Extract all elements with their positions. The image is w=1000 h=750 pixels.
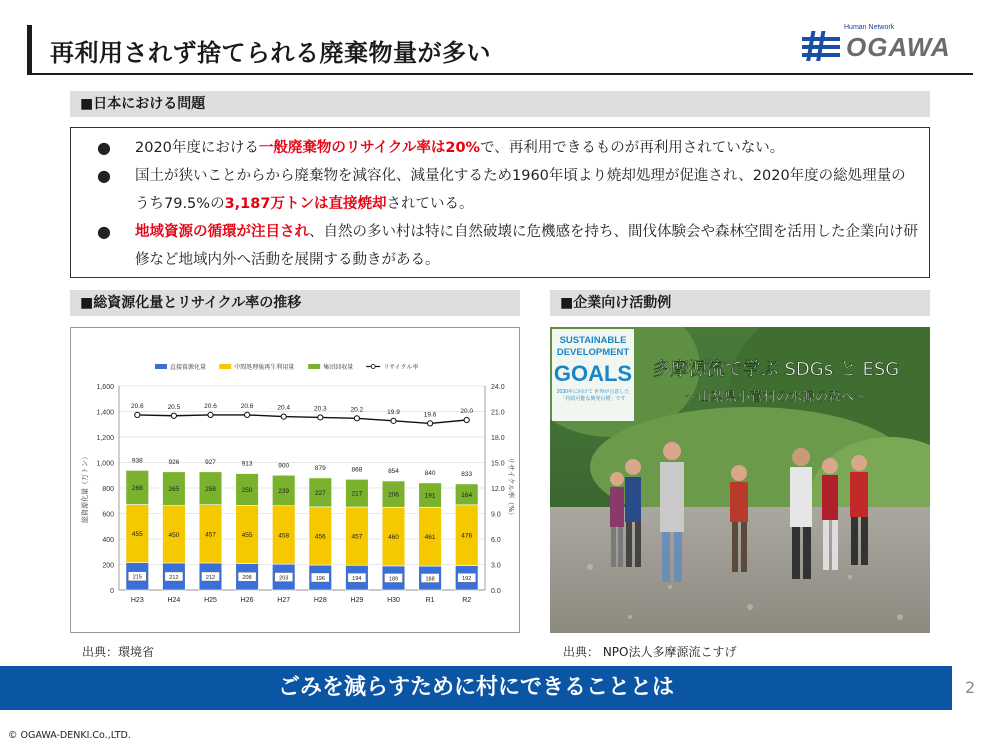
x-tick-label: H29 xyxy=(350,597,364,604)
y2-tick-label: 12.0 xyxy=(491,486,505,493)
recycle-rate-label: 20.0 xyxy=(460,408,474,415)
bullet-highlight: 一般廃棄物のリサイクル率は20% xyxy=(258,140,481,156)
data-label: 206 xyxy=(388,491,399,499)
title-divider xyxy=(27,73,973,75)
y-tick-label: 1,000 xyxy=(96,460,114,468)
total-label: 868 xyxy=(351,466,363,474)
y2-tick-label: 9.0 xyxy=(491,511,501,519)
section-heading-chart: ■総資源化量とリサイクル率の推移 xyxy=(70,290,520,316)
data-label: 215 xyxy=(132,574,142,581)
x-tick-label: H23 xyxy=(130,597,144,604)
sdg-goals: GOALS xyxy=(553,361,633,386)
bullet-dot-icon: ● xyxy=(97,166,111,185)
data-label: 458 xyxy=(278,532,290,540)
page-number: 2 xyxy=(965,678,976,697)
recycle-rate-point xyxy=(464,417,469,422)
data-label: 194 xyxy=(352,575,362,582)
y-tick-label: 1,400 xyxy=(96,409,114,417)
data-label: 456 xyxy=(314,533,326,541)
recycle-rate-label: 20.6 xyxy=(130,402,144,410)
y-tick-label: 600 xyxy=(102,511,114,519)
data-label: 196 xyxy=(315,575,325,582)
recycle-rate-label: 20.3 xyxy=(313,405,327,413)
data-label: 192 xyxy=(462,576,472,583)
y-tick-label: 200 xyxy=(102,562,114,570)
y-tick-label: 1,200 xyxy=(96,435,114,442)
data-label: 457 xyxy=(351,533,363,541)
total-label: 913 xyxy=(241,460,253,468)
data-label: 217 xyxy=(351,490,363,498)
total-label: 938 xyxy=(131,457,143,465)
legend-label: 集団回収量 xyxy=(323,364,354,371)
recycle-rate-line xyxy=(137,415,466,424)
data-label: 455 xyxy=(241,531,253,539)
total-label: 927 xyxy=(205,458,216,466)
total-label: 926 xyxy=(168,458,180,466)
recycle-rate-label: 20.4 xyxy=(277,404,291,412)
recycle-rate-point xyxy=(428,421,433,426)
list-item xyxy=(97,134,919,162)
recycle-rate-label: 20.6 xyxy=(240,402,254,410)
logo-tagline: Human Network xyxy=(844,24,895,31)
recycle-rate-point xyxy=(135,412,140,417)
recycling-chart xyxy=(71,328,519,632)
x-tick-label: H28 xyxy=(313,597,327,604)
logo-wordmark: OGAWA xyxy=(846,32,951,62)
bullet-text: 国土が狭いことからから廃棄物を減容化、減量化するため1960年頃より焼却処理が促進され、2020年度の総処理量のうち79.5%の xyxy=(135,168,906,212)
total-label: 900 xyxy=(278,462,290,470)
bullet-dot-icon: ● xyxy=(97,222,111,241)
y2-tick-label: 6.0 xyxy=(491,537,501,544)
y-tick-label: 1,600 xyxy=(96,384,114,391)
legend-label: 直接資源化量 xyxy=(170,364,207,371)
chart-source: 出典：環境省 xyxy=(82,645,155,659)
recycle-rate-point xyxy=(281,414,286,419)
logo-mark-icon xyxy=(800,28,844,68)
recycle-rate-label: 19.9 xyxy=(387,408,400,416)
data-label: 188 xyxy=(425,576,435,583)
copyright: © OGAWA-DENKI.Co.,LTD. xyxy=(8,730,131,741)
data-label: 212 xyxy=(169,574,179,581)
problem-list xyxy=(70,127,930,278)
x-tick-label: H25 xyxy=(204,597,217,604)
photo-headline: 多摩源流で学ぶ SDGs と ESG xyxy=(652,359,900,380)
sdg-line-2: DEVELOPMENT xyxy=(556,347,630,358)
total-label: 833 xyxy=(461,470,473,478)
recycle-rate-point xyxy=(208,412,213,417)
recycle-rate-point xyxy=(171,413,176,418)
bullet-text: されている。 xyxy=(386,196,474,212)
y2-tick-label: 0.0 xyxy=(491,588,501,595)
data-label: 457 xyxy=(205,531,216,539)
data-label: 203 xyxy=(279,575,289,582)
data-label: 191 xyxy=(424,492,436,500)
data-label: 460 xyxy=(388,534,399,542)
y-axis-label: 総資源化量（万トン） xyxy=(81,453,89,523)
data-label: 258 xyxy=(205,485,216,493)
photo-subline: 〜山梨県小菅村の水源の森へ〜 xyxy=(684,390,868,405)
y2-tick-label: 21.0 xyxy=(491,409,505,417)
recycling-chart-panel xyxy=(70,327,520,633)
legend-label: 中間処理後再生利用量 xyxy=(234,364,295,371)
recycle-rate-point xyxy=(318,415,323,420)
y-tick-label: 800 xyxy=(102,486,114,493)
recycle-rate-point xyxy=(391,418,396,423)
data-label: 212 xyxy=(205,574,216,581)
recycle-rate-label: 19.6 xyxy=(423,411,437,419)
bullet-text: 2020年度における xyxy=(135,140,259,156)
legend-swatch xyxy=(219,364,231,369)
forest-activity-image xyxy=(550,327,930,633)
recycle-rate-label: 20.6 xyxy=(204,402,217,410)
bullet-dot-icon: ● xyxy=(97,138,111,157)
data-label: 250 xyxy=(241,487,253,495)
recycle-rate-point xyxy=(245,412,250,417)
x-tick-label: H26 xyxy=(240,597,254,604)
photo-source: 出典： NPO法人多摩源流こすげ xyxy=(563,645,737,659)
x-tick-label: H30 xyxy=(387,597,400,604)
legend-swatch xyxy=(308,364,320,369)
sdg-line-1: SUSTAINABLE xyxy=(559,335,627,346)
y2-tick-label: 3.0 xyxy=(491,562,501,570)
data-label: 239 xyxy=(278,487,290,495)
list-item xyxy=(97,218,919,274)
bullet-text: で、再利用できるものが再利用されていない。 xyxy=(480,140,785,156)
y-tick-label: 400 xyxy=(102,537,114,544)
ogawa-logo xyxy=(800,22,975,70)
x-tick-label: H27 xyxy=(277,597,291,604)
total-label: 854 xyxy=(388,468,399,476)
x-tick-label: H24 xyxy=(167,597,181,604)
x-tick-label: R2 xyxy=(462,597,472,604)
sdg-note: 2030年に向けて 世界が合意した「持続可能な開発目標」です xyxy=(556,389,630,402)
y2-tick-label: 15.0 xyxy=(491,460,505,468)
y2-tick-label: 18.0 xyxy=(491,435,505,442)
recycle-rate-label: 20.5 xyxy=(167,403,181,411)
recycle-rate-point xyxy=(354,416,359,421)
data-label: 164 xyxy=(461,491,473,499)
bullet-text: 、自然の多い村は特に自然破壊に危機感を持ち、間伐体験会や森林空間を活用した企業向け研修など地域内外へ活動を展開する動きがある。 xyxy=(135,224,918,268)
total-label: 879 xyxy=(314,464,326,472)
data-label: 189 xyxy=(388,576,399,583)
bullet-highlight: 地域資源の循環が注目され xyxy=(135,224,309,240)
data-label: 227 xyxy=(314,489,326,497)
activity-photo xyxy=(550,327,930,633)
legend-swatch xyxy=(155,364,167,369)
bullet-highlight: 3,187万トンは直接焼却 xyxy=(224,196,387,212)
title-accent-bar xyxy=(27,25,32,73)
list-item xyxy=(97,162,919,218)
recycle-rate-label: 20.2 xyxy=(350,406,364,414)
y2-tick-label: 24.0 xyxy=(491,384,505,391)
data-label: 461 xyxy=(424,534,436,542)
banner-text: ごみを減らすために村にできることとは xyxy=(277,675,674,700)
y-tick-label: 0 xyxy=(110,588,114,595)
data-label: 476 xyxy=(461,532,473,540)
y2-axis-label: リサイクル率（%） xyxy=(507,457,515,519)
legend-label: リサイクル率 xyxy=(383,364,419,371)
page-title: 再利用されず捨てられる廃棄物量が多い xyxy=(50,39,491,67)
data-label: 450 xyxy=(168,531,180,539)
data-label: 208 xyxy=(242,575,252,582)
x-tick-label: R1 xyxy=(425,597,435,604)
section-heading-activity: ■企業向け活動例 xyxy=(550,290,930,316)
legend-line-marker xyxy=(371,365,375,369)
total-label: 840 xyxy=(424,469,436,477)
data-label: 265 xyxy=(168,486,180,494)
data-label: 455 xyxy=(131,531,143,539)
section-heading-problems: ■日本における問題 xyxy=(70,91,930,117)
data-label: 268 xyxy=(131,484,143,492)
